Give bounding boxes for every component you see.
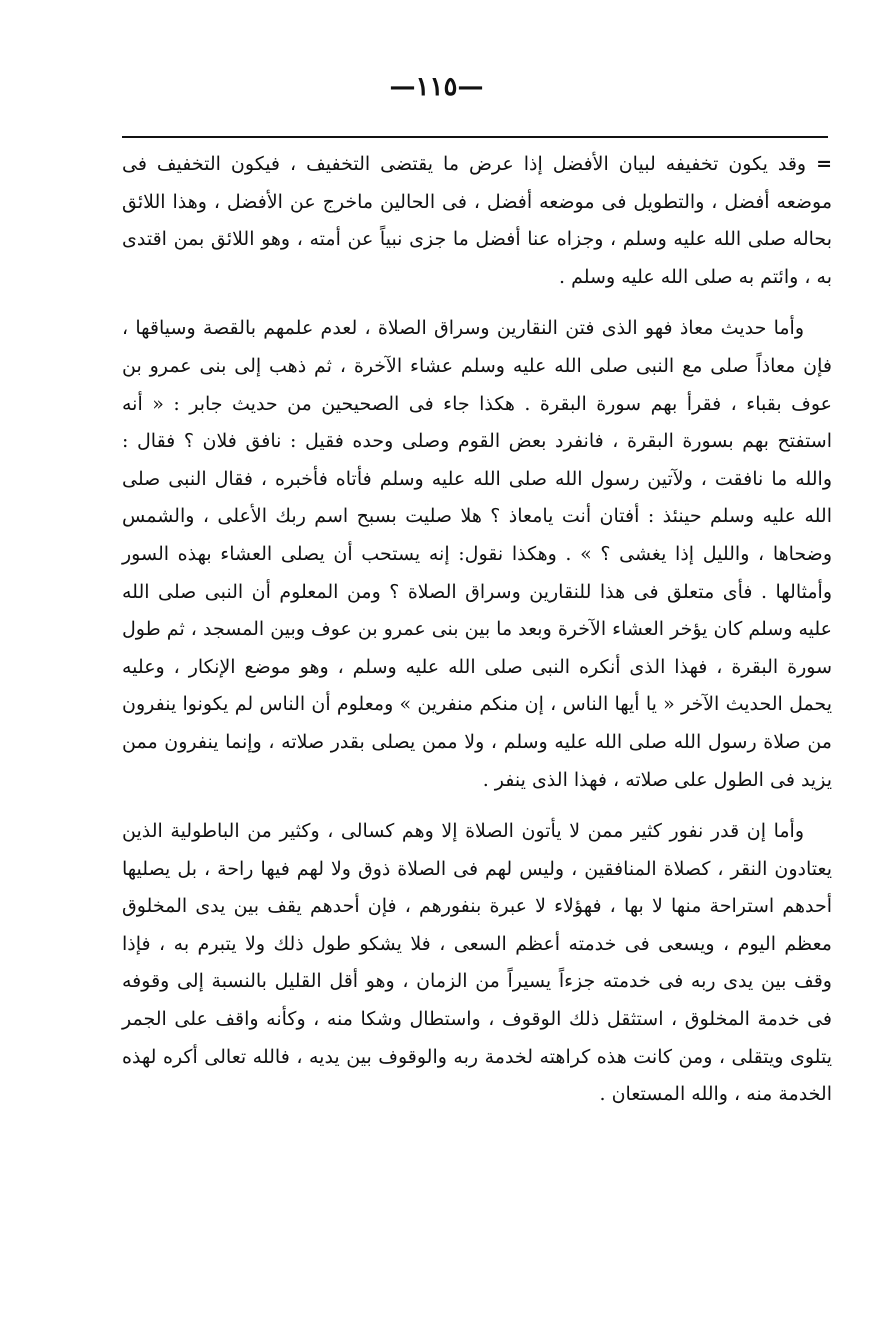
paragraph-1 (122, 146, 832, 296)
body-text (122, 146, 832, 1128)
paragraph-1-text: وقد يكون تخفيفه لبيان الأفضل إذا عرض ما يقتضى التخفيف ، فيكون التخفيف فى موضعه أفضل ، والتطويل فى موضعه أفضل ، فى الحالين ماخرج عن الأفضل ، وهذا اللائق بحاله صلى الله عليه وسلم ، وجزاه عنا أفضل ما جزى نبياً عن أمته ، وهو اللائق بمن اقتدى به ، وائتم به صلى الله عليه وسلم . (122, 153, 832, 288)
continuation-mark: = (816, 153, 832, 175)
page-number: —١١٥— (389, 72, 484, 102)
header-rule (122, 136, 828, 138)
paragraph-2: وأما حديث معاذ فهو الذى فتن النقارين وسراق الصلاة ، لعدم علمهم بالقصة وسياقها ، فإن معاذاً صلى مع النبى صلى الله عليه وسلم عشاء الآخرة ، ثم ذهب إلى بنى عمرو بن عوف بقباء ، فقرأ بهم سورة البقرة . هكذا جاء فى الصحيحين من حديث جابر : « أنه استفتح بهم بسورة البقرة ، فانفرد بعض القوم وصلى وحده فقيل : نافق فلان ؟ فقال : والله ما نافقت ، ولآتين رسول الله صلى الله عليه وسلم فأتاه فأخبره ، فقال النبى صلى الله عليه وسلم حينئذ : أفتان أنت يامعاذ ؟ هلا صليت بسبح اسم ربك الأعلى ، والشمس وضحاها ، والليل إذا يغشى ؟ » . وهكذا نقول: إنه يستحب أن يصلى العشاء بهذه السور وأمثالها . فأى متعلق فى هذا للنقارين وسراق الصلاة ؟ ومن المعلوم أن النبى صلى الله عليه وسلم كان يؤخر العشاء الآخرة وبعد ما بين بنى عمرو بن عوف وبين المسجد ، ثم طول سورة البقرة ، فهذا الذى أنكره النبى صلى الله عليه وسلم ، وهو موضع الإنكار ، وعليه يحمل الحديث الآخر « يا أيها الناس ، إن منكم منفرين » ومعلوم أن الناس لم يكونوا ينفرون من صلاة رسول الله صلى الله عليه وسلم ، ولا ممن يصلى بقدر صلاته ، وإنما ينفرون ممن يزيد فى الطول على صلاته ، فهذا الذى ينفر . (122, 317, 832, 791)
paragraph-3: وأما إن قدر نفور كثير ممن لا يأتون الصلاة إلا وهم كسالى ، وكثير من الباطولية الذين يعتادون النقر ، كصلاة المنافقين ، وليس لهم فى الصلاة ذوق ولا لهم فيها راحة ، بل يصليها أحدهم استراحة منها لا بها ، فهؤلاء لا عبرة بنفورهم ، فإن أحدهم يقف بين يدى المخلوق معظم اليوم ، ويسعى فى خدمته أعظم السعى ، فلا يشكو طول ذلك ولا يتبرم به ، فإذا وقف بين يدى ربه فى خدمته جزءاً يسيراً من الزمان ، وهو أقل القليل بالنسبة إلى وقوفه فى خدمة المخلوق ، استثقل ذلك الوقوف ، واستطال وشكا منه ، وكأنه واقف على الجمر يتلوى ويتقلى ، ومن كانت هذه كراهته لخدمة ربه والوقوف بين يديه ، فالله تعالى أكره لهذه الخدمة منه ، والله المستعان . (122, 820, 832, 1106)
